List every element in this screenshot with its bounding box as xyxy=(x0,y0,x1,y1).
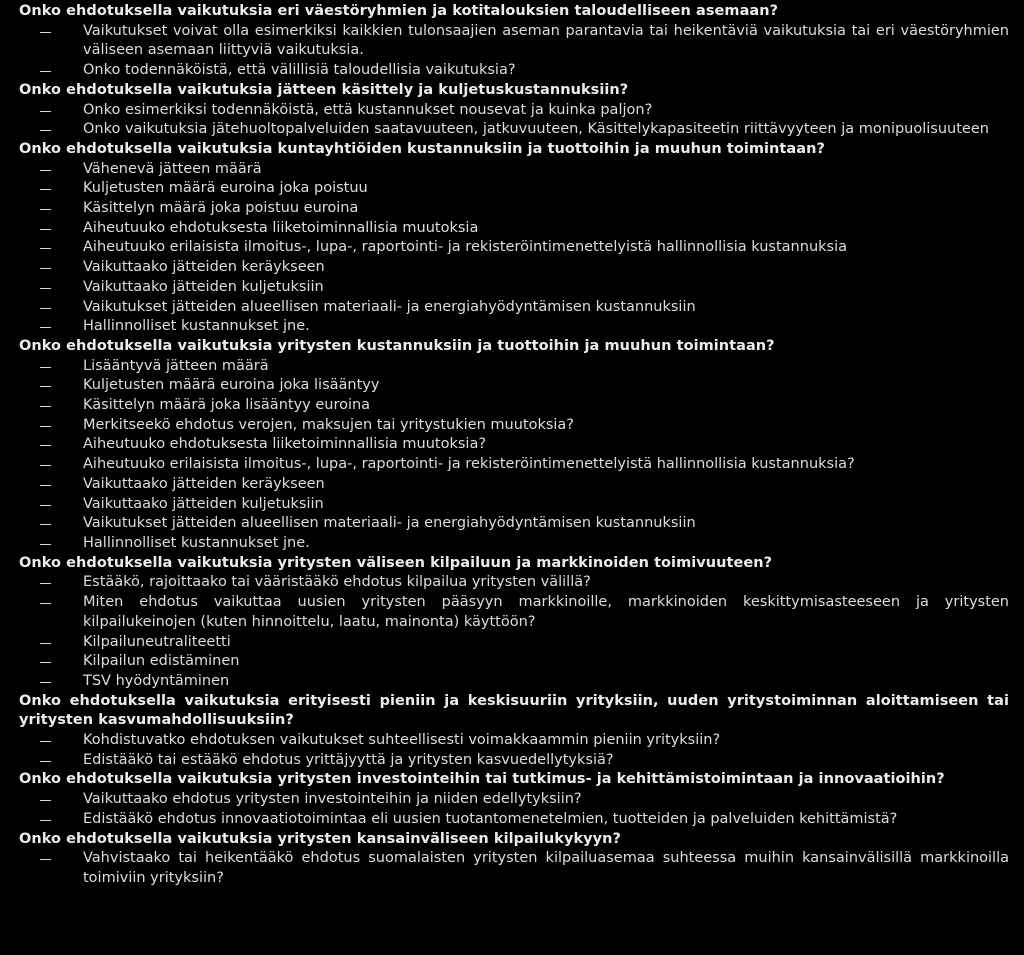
list-item: Merkitseekö ehdotus verojen, maksujen tai yritystukien muutoksia? xyxy=(19,416,1009,436)
bullet-list xyxy=(19,731,1009,770)
bullet-list xyxy=(19,22,1009,81)
list-item: Miten ehdotus vaikuttaa uusien yritysten pääsyyn markkinoille, markkinoiden keskittymisasteeseen ja yritysten kilpailukeinojen (kuten hinnoittelu, laatu, mainonta) käyttöön? xyxy=(19,593,1009,632)
section-heading: Onko ehdotuksella vaikutuksia yritysten investointeihin tai tutkimus- ja kehittämistoimintaan ja innovaatioihin? xyxy=(19,771,945,788)
list-item: Edistääkö ehdotus innovaatiotoimintaa eli uusien tuotantomenetelmien, tuotteiden ja palveluiden kehittämistä? xyxy=(19,810,1009,830)
list-item: Kohdistuvatko ehdotuksen vaikutukset suhteellisesti voimakkaammin pieniin yrityksiin? xyxy=(19,731,1009,751)
list-item: Vaikuttaako ehdotus yritysten investointeihin ja niiden edellytyksiin? xyxy=(19,790,1009,810)
list-item: Aiheutuuko erilaisista ilmoitus-, lupa-, raportointi- ja rekisteröintimenettelyistä hallinnollisia kustannuksia? xyxy=(19,455,1009,475)
list-item: Onko esimerkiksi todennäköistä, että kustannukset nousevat ja kuinka paljon? xyxy=(19,101,1009,121)
list-item: Aiheutuuko erilaisista ilmoitus-, lupa-, raportointi- ja rekisteröintimenettelyistä hallinnollisia kustannuksia xyxy=(19,238,1009,258)
bullet-list xyxy=(19,101,1009,140)
section-heading: Onko ehdotuksella vaikutuksia erityisesti pieniin ja keskisuuriin yrityksiin, uuden yritystoiminnan aloittamiseen tai yritysten kasvumahdollisuuksiin? xyxy=(19,692,1009,729)
list-item: Vaikutukset jätteiden alueellisen materiaali- ja energiahyödyntämisen kustannuksiin xyxy=(19,298,1009,318)
document-body xyxy=(19,2,1009,889)
list-item: Onko vaikutuksia jätehuoltopalveluiden saatavuuteen, jatkuvuuteen, Käsittelykapasiteetin riittävyyteen ja monipuolisuuteen xyxy=(19,120,1009,140)
section xyxy=(19,140,1009,337)
section xyxy=(19,2,1009,81)
list-item: Hallinnolliset kustannukset jne. xyxy=(19,534,1009,554)
list-item: Aiheutuuko ehdotuksesta liiketoiminnallisia muutoksia xyxy=(19,219,1009,239)
list-item: Estääkö, rajoittaako tai vääristääkö ehdotus kilpailua yritysten välillä? xyxy=(19,573,1009,593)
bullet-list xyxy=(19,160,1009,337)
list-item: Kilpailuneutraliteetti xyxy=(19,633,1009,653)
list-item: Käsittelyn määrä joka poistuu euroina xyxy=(19,199,1009,219)
section-heading: Onko ehdotuksella vaikutuksia yritysten kustannuksiin ja tuottoihin ja muuhun toimintaan? xyxy=(19,337,775,354)
list-item: Vaikuttaako jätteiden keräykseen xyxy=(19,475,1009,495)
list-item: Vaikuttaako jätteiden keräykseen xyxy=(19,258,1009,278)
list-item: Onko todennäköistä, että välillisiä taloudellisia vaikutuksia? xyxy=(19,61,1009,81)
list-item: Kilpailun edistäminen xyxy=(19,652,1009,672)
section xyxy=(19,830,1009,889)
section-heading: Onko ehdotuksella vaikutuksia yritysten väliseen kilpailuun ja markkinoiden toimivuuteen? xyxy=(19,554,773,571)
section xyxy=(19,554,1009,692)
section xyxy=(19,692,1009,771)
list-item: Käsittelyn määrä joka lisääntyy euroina xyxy=(19,396,1009,416)
list-item: Lisääntyvä jätteen määrä xyxy=(19,357,1009,377)
bullet-list xyxy=(19,573,1009,691)
list-item: Kuljetusten määrä euroina joka lisääntyy xyxy=(19,376,1009,396)
list-item: Vaikutukset voivat olla esimerkiksi kaikkien tulonsaajien aseman parantavia tai heikentäviä vaikutuksia tai eri väestöryhmien väliseen asemaan liittyviä vaikutuksia. xyxy=(19,22,1009,61)
list-item: TSV hyödyntäminen xyxy=(19,672,1009,692)
list-item: Vaikuttaako jätteiden kuljetuksiin xyxy=(19,278,1009,298)
section-heading: Onko ehdotuksella vaikutuksia kuntayhtiöiden kustannuksiin ja tuottoihin ja muuhun toimintaan? xyxy=(19,140,825,157)
list-item: Aiheutuuko ehdotuksesta liiketoiminnallisia muutoksia? xyxy=(19,435,1009,455)
bullet-list xyxy=(19,790,1009,829)
bullet-list xyxy=(19,357,1009,554)
section xyxy=(19,81,1009,140)
list-item: Vahvistaako tai heikentääkö ehdotus suomalaisten yritysten kilpailuasemaa suhteessa muihin kansainvälisillä markkinoilla toimiviin yrityksiin? xyxy=(19,849,1009,888)
bullet-list xyxy=(19,849,1009,888)
section xyxy=(19,337,1009,554)
section-heading: Onko ehdotuksella vaikutuksia eri väestöryhmien ja kotitalouksien taloudelliseen asemaan? xyxy=(19,3,779,19)
list-item: Kuljetusten määrä euroina joka poistuu xyxy=(19,179,1009,199)
list-item: Vaikuttaako jätteiden kuljetuksiin xyxy=(19,495,1009,515)
list-item: Vähenevä jätteen määrä xyxy=(19,160,1009,180)
section-heading: Onko ehdotuksella vaikutuksia jätteen käsittely ja kuljetuskustannuksiin? xyxy=(19,81,629,98)
section-heading: Onko ehdotuksella vaikutuksia yritysten kansainväliseen kilpailukykyyn? xyxy=(19,830,622,847)
section xyxy=(19,770,1009,829)
list-item: Edistääkö tai estääkö ehdotus yrittäjyyttä ja yritysten kasvuedellytyksiä? xyxy=(19,751,1009,771)
list-item: Hallinnolliset kustannukset jne. xyxy=(19,317,1009,337)
list-item: Vaikutukset jätteiden alueellisen materiaali- ja energiahyödyntämisen kustannuksiin xyxy=(19,514,1009,534)
